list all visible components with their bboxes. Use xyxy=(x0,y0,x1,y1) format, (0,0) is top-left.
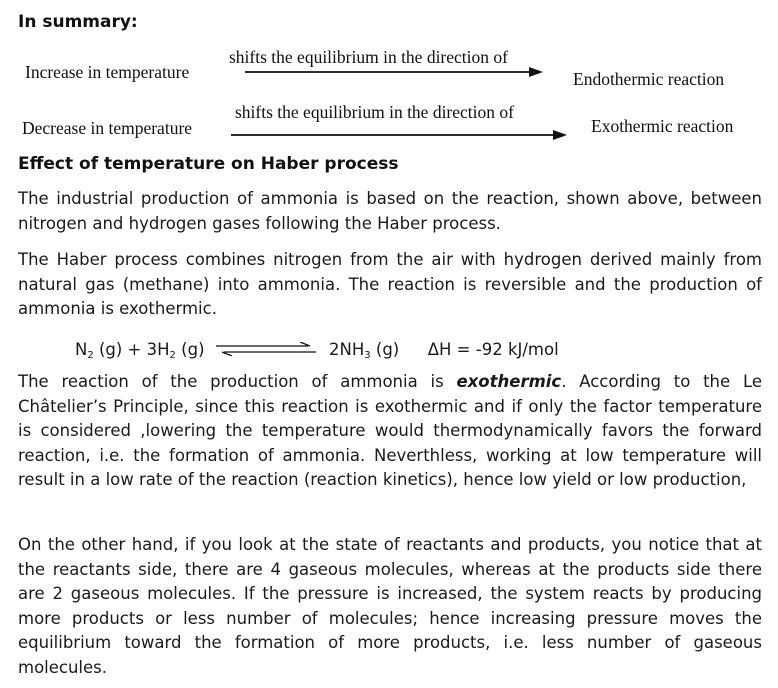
summary-row-1-arrow-icon xyxy=(245,66,545,78)
summary-row-2-right: Exothermic reaction xyxy=(591,116,734,136)
eq-product-state: (g) xyxy=(370,340,400,359)
summary-row-2-left: Decrease in temperature xyxy=(22,118,193,138)
paragraph-3-emphasis: exothermic xyxy=(456,372,562,391)
summary-row-1-left: Increase in temperature xyxy=(25,62,190,82)
eq-reactant-h-state: (g) xyxy=(175,340,205,359)
summary-row-1-right: Endothermic reaction xyxy=(573,69,725,89)
summary-row-2-arrow-icon xyxy=(231,129,571,141)
section-heading: Effect of temperature on Haber process xyxy=(18,154,399,174)
haber-equation xyxy=(75,340,559,361)
eq-reactant-n: N xyxy=(75,340,88,359)
eq-reactant-h-sub: 2 xyxy=(169,350,176,361)
paragraph-3-rest: . According to the Le Châtelier’s Principle, since this reaction is exothermic and if only the factor temperature is considered ,lowering the temperature would thermodynamically favors the forward reaction, i.e. the formation of ammonia. Neverthless, working at low temperature will result in a low rate of the reaction (reaction kinetics), hence low yield or low production, xyxy=(18,372,762,490)
eq-reactant-n-sub: 2 xyxy=(87,350,94,361)
eq-enthalpy: ΔH = -92 kJ/mol xyxy=(427,340,559,359)
eq-product-sub: 3 xyxy=(364,350,371,361)
summary-row-1-arrow-text: shifts the equilibrium in the direction of xyxy=(229,47,508,67)
eq-reactant-state: (g) + 3H xyxy=(93,340,170,359)
paragraph-2: The Haber process combines nitrogen from the air with hydrogen derived mainly from natural gas (methane) into ammonia. The reaction is reversible and the production of ammonia is exothermic. xyxy=(18,250,762,319)
paragraph-4: On the other hand, if you look at the state of reactants and products, you notice that at the reactants side, there are 4 gaseous molecules, whereas at the products side there are 2 gaseous molecules. If the pressure is increased, the system reacts by producing more products or less number of molecules; hence increasing pressure moves the equilibrium toward the formation of more products, i.e. less number of gaseous molecules. xyxy=(18,535,762,677)
paragraph-1: The industrial production of ammonia is based on the reaction, shown above, between nitrogen and hydrogen gases following the Haber process. xyxy=(18,189,762,233)
paragraph-3-start: The reaction of the production of ammonia is xyxy=(18,372,457,391)
summary-heading: In summary: xyxy=(18,12,138,32)
equilibrium-arrows-icon xyxy=(216,342,320,356)
eq-product: 2NH xyxy=(329,340,365,359)
summary-row-2-arrow-text: shifts the equilibrium in the direction of xyxy=(235,102,514,122)
paragraph-3 xyxy=(18,370,762,493)
